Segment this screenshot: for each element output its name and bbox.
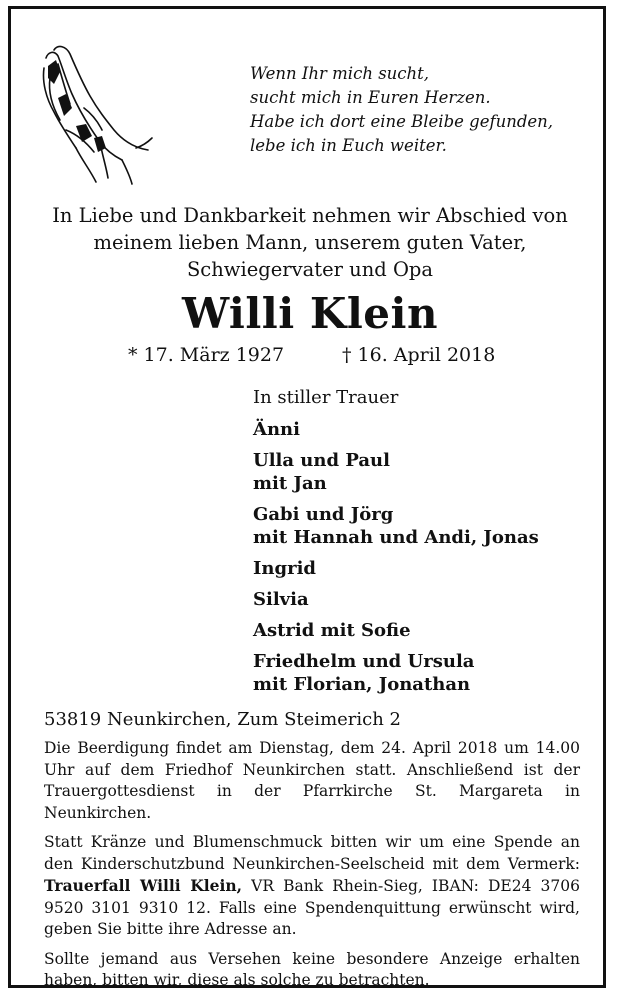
mourners-list xyxy=(253,386,583,704)
farewell-intro xyxy=(30,202,590,283)
mourner-group xyxy=(253,650,583,696)
poem xyxy=(250,62,570,158)
mourner-name: Gabi und Jörg xyxy=(253,504,394,525)
donation-paragraph xyxy=(44,832,580,941)
mourner-group xyxy=(253,418,583,441)
mourner-name: Silvia xyxy=(253,589,309,610)
mourner-name: Friedhelm und Ursula xyxy=(253,651,475,672)
mourner-name: mit Jan xyxy=(253,473,327,494)
praying-hands-icon xyxy=(36,38,156,193)
notice-details xyxy=(44,738,580,1000)
closing-paragraph: Sollte jemand aus Versehen keine besondere Anzeige erhalten haben, bitten wir, diese als solche zu betrachten. xyxy=(44,949,580,989)
donation-reference: Trauerfall Willi Klein, xyxy=(44,876,243,895)
birth-date: * 17. März 1927 xyxy=(128,344,285,366)
mourner-name: Änni xyxy=(253,419,300,440)
mourner-name: Ingrid xyxy=(253,558,316,579)
poem-line: Habe ich dort eine Bleibe gefunden, xyxy=(250,112,554,131)
intro-line: Schwiegervater und Opa xyxy=(186,258,434,281)
mourner-name: Astrid mit Sofie xyxy=(253,620,411,641)
intro-line: In Liebe und Dankbarkeit nehmen wir Abschied von xyxy=(52,204,568,227)
mourner-group xyxy=(253,449,583,495)
mourner-group xyxy=(253,619,583,642)
mourner-group xyxy=(253,588,583,611)
mourners-intro: In stiller Trauer xyxy=(253,387,399,408)
donation-bank-text: VR Bank Rhein-Sieg, IBAN: DE24 3706 9520 3101 9310 12. Falls eine Spendenquittung erwünscht wird, geben Sie bitte ihre Adresse an. xyxy=(44,877,581,938)
mourner-name: mit Florian, Jonathan xyxy=(253,674,471,695)
mourner-name: Ulla und Paul xyxy=(253,450,390,471)
family-address: 53819 Neunkirchen, Zum Steimerich 2 xyxy=(44,709,401,730)
poem-line: Wenn Ihr mich sucht, xyxy=(250,64,430,83)
donation-text: Statt Kränze und Blumenschmuck bitten wir um eine Spende an den Kinderschutzbund Neunkirchen-Seelscheid mit dem Vermerk: xyxy=(44,833,580,873)
mourner-group xyxy=(253,503,583,549)
mourner-name: mit Hannah und Andi, Jonas xyxy=(253,527,539,548)
deceased-name: Willi Klein xyxy=(181,289,439,338)
death-date: † 16. April 2018 xyxy=(342,344,496,366)
poem-line: sucht mich in Euren Herzen. xyxy=(250,88,491,107)
funeral-paragraph: Die Beerdigung findet am Dienstag, dem 24. April 2018 um 14.00 Uhr auf dem Friedhof Neunkirchen statt. Anschließend ist der Trauergottesdienst in der Pfarrkirche St. Margareta in Neunkirchen. xyxy=(44,739,580,822)
intro-line: meinem lieben Mann, unserem guten Vater, xyxy=(93,231,527,254)
mourner-group xyxy=(253,557,583,580)
poem-line: lebe ich in Euch weiter. xyxy=(250,136,447,155)
